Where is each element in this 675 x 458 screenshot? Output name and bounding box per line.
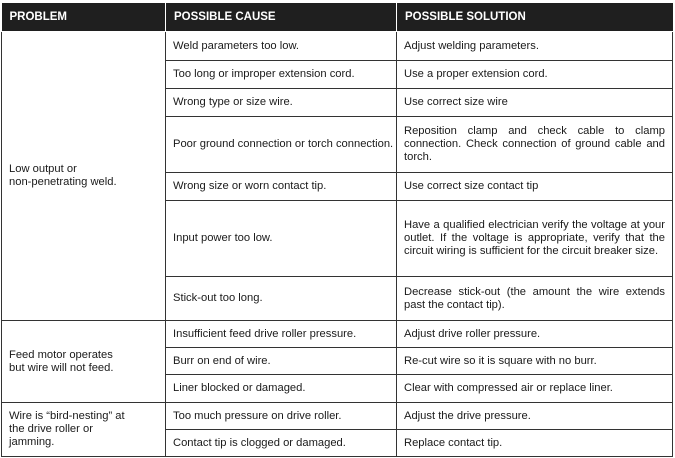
solution-cell: Use correct size wire <box>397 89 673 117</box>
cause-cell: Contact tip is clogged or damaged. <box>166 430 397 457</box>
solution-cell: Use a proper extension cord. <box>397 61 673 89</box>
solution-cell: Decrease stick-out (the amount the wire extends past the contact tip). <box>397 277 673 321</box>
cause-cell: Liner blocked or damaged. <box>166 375 397 403</box>
cause-cell: Wrong type or size wire. <box>166 89 397 117</box>
solution-cell: Have a qualified electrician verify the voltage at your outlet. If the voltage is appropriate, verify that the circuit wiring is sufficient for the circuit breaker size. <box>397 201 673 277</box>
table-row <box>2 32 673 61</box>
problem-line: but wire will not feed. <box>9 361 114 374</box>
problem-cell <box>2 403 166 457</box>
troubleshooting-table <box>1 3 673 457</box>
problem-line: the drive roller or <box>9 423 93 435</box>
problem-line: Low output or <box>9 163 77 175</box>
cause-cell: Stick-out too long. <box>166 277 397 321</box>
solution-cell: Reposition clamp and check cable to clamp connection. Check connection of ground cable and torch. <box>397 117 673 173</box>
problem-line: non-penetrating weld. <box>9 176 117 188</box>
solution-cell: Clear with compressed air or replace liner. <box>397 375 673 403</box>
troubleshooting-table-container <box>1 3 673 457</box>
header-row <box>2 3 673 32</box>
header-solution: POSSIBLE SOLUTION <box>397 3 673 32</box>
solution-cell: Adjust drive roller pressure. <box>397 321 673 348</box>
solution-cell: Adjust welding parameters. <box>397 32 673 61</box>
solution-cell: Re-cut wire so it is square with no burr. <box>397 348 673 375</box>
header-problem: PROBLEM <box>2 3 166 32</box>
header-cause: POSSIBLE CAUSE <box>166 3 397 32</box>
problem-cell <box>2 32 166 321</box>
cause-cell: Wrong size or worn contact tip. <box>166 173 397 201</box>
cause-cell: Poor ground connection or torch connection. <box>166 117 397 173</box>
cause-cell: Weld parameters too low. <box>166 32 397 61</box>
problem-line: jamming. <box>9 436 55 448</box>
problem-line: Feed motor operates <box>9 348 113 361</box>
cause-cell: Too much pressure on drive roller. <box>166 403 397 430</box>
solution-cell: Replace contact tip. <box>397 430 673 457</box>
table-body <box>2 32 673 457</box>
cause-cell: Burr on end of wire. <box>166 348 397 375</box>
table-header <box>2 3 673 32</box>
cause-cell: Input power too low. <box>166 201 397 277</box>
problem-line: Wire is “bird-nesting” at <box>9 410 125 422</box>
table-row <box>2 403 673 430</box>
cause-cell: Insufficient feed drive roller pressure. <box>166 321 397 348</box>
cause-cell: Too long or improper extension cord. <box>166 61 397 89</box>
problem-cell <box>2 321 166 403</box>
solution-cell: Use correct size contact tip <box>397 173 673 201</box>
table-row <box>2 321 673 348</box>
solution-cell: Adjust the drive pressure. <box>397 403 673 430</box>
